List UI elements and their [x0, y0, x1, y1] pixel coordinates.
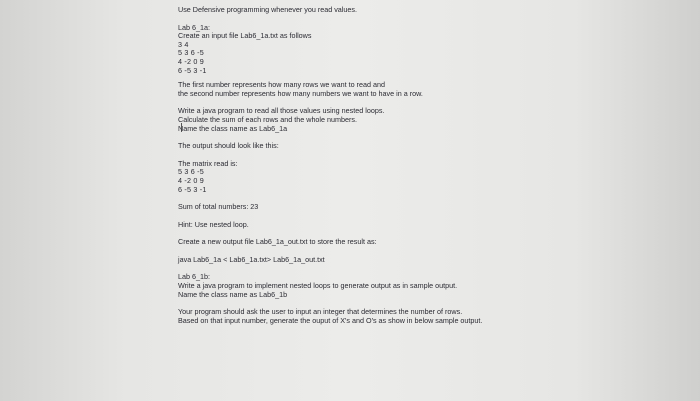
hint-block — [178, 221, 648, 230]
lab-1b-line: Name the class name as Lab6_1b — [178, 289, 288, 299]
final-block — [178, 308, 648, 325]
input-line: 3 4 — [178, 39, 189, 49]
lab-1b-heading: Lab 6_1b: — [178, 272, 210, 282]
matrix-line: 6 -5 3 -1 — [178, 184, 207, 194]
matrix-line: 5 3 6 -5 — [178, 167, 204, 177]
sum-block — [178, 203, 648, 212]
explain-line: the second number represents how many numbers we want to have in a row. — [178, 88, 423, 98]
input-line: 6 -5 3 -1 — [178, 65, 207, 75]
final-line: Your program should ask the user to input an integer that determines the number of rows. — [178, 307, 463, 317]
input-line: 4 -2 0 9 — [178, 56, 204, 66]
command-line: java Lab6_1a < Lab6_1a.txt> Lab6_1a_out.txt — [178, 254, 325, 264]
task-line: Calculate the sum of each rows and the whole numbers. — [178, 114, 357, 124]
document-text — [178, 6, 648, 334]
hint-line: Hint: Use nested loop. — [178, 219, 249, 229]
explain-block — [178, 81, 648, 98]
task-block — [178, 107, 648, 133]
task-line: Write a java program to read all those values using nested loops. — [178, 106, 385, 116]
lab-1a-block — [178, 24, 648, 76]
create-input-file-line: Create an input file Lab6_1a.txt as follows — [178, 31, 312, 41]
task-line: Name the class name as Lab6_1a — [178, 123, 288, 133]
lab-1b-line: Write a java program to implement nested loops to generate output as in sample output. — [178, 281, 458, 291]
matrix-block — [178, 160, 648, 194]
intro-block — [178, 6, 648, 15]
lab-1a-heading: Lab 6_1a: — [178, 22, 210, 32]
final-line: Based on that input number, generate the ouput of X's and O's as show in below sample output. — [178, 315, 483, 325]
command-block — [178, 256, 648, 265]
input-line: 5 3 6 -5 — [178, 48, 204, 58]
output-intro-block — [178, 142, 648, 151]
sum-line: Sum of total numbers: 23 — [178, 202, 259, 212]
create-output-block — [178, 238, 648, 247]
matrix-label: The matrix read is: — [178, 158, 238, 168]
lab-1b-block — [178, 273, 648, 299]
create-output-line: Create a new output file Lab6_1a_out.txt to store the result as: — [178, 237, 377, 247]
explain-line: The first number represents how many rows we want to read and — [178, 80, 385, 90]
intro-line: Use Defensive programming whenever you read values. — [178, 5, 357, 14]
output-intro-line: The output should look like this: — [178, 141, 279, 151]
matrix-line: 4 -2 0 9 — [178, 175, 204, 185]
